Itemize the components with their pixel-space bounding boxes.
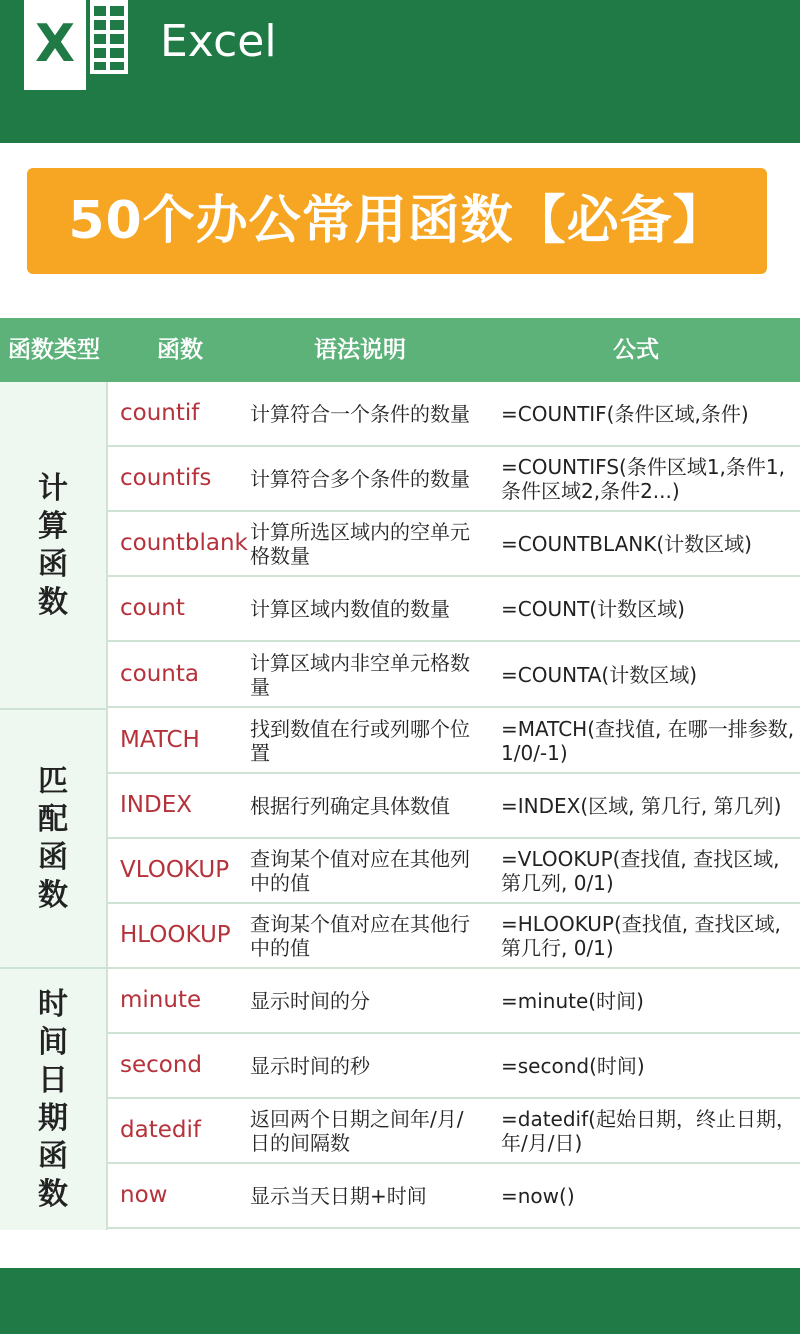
function-name: countblank [120, 530, 248, 556]
syntax-description: 计算符合一个条件的数量 [250, 401, 470, 426]
formula: =COUNTIFS(条件区域1,条件1,条件区域2,条件2...) [501, 454, 785, 503]
column-header-type: 函数类型 [8, 337, 100, 363]
spreadsheet-grid-icon [90, 0, 128, 74]
syntax-description: 计算所选区域内的空单元格数量 [250, 519, 470, 568]
syntax-description: 根据行列确定具体数值 [250, 793, 450, 818]
group-label: 匹配函数 [38, 764, 68, 913]
column-header-function: 函数 [157, 337, 203, 363]
function-name: count [120, 595, 185, 621]
syntax-description: 计算区域内数值的数量 [250, 596, 450, 621]
formula: =MATCH(查找值, 在哪一排参数, 1/0/-1) [501, 716, 795, 765]
syntax-description: 计算区域内非空单元格数量 [250, 650, 470, 699]
table-row [108, 709, 800, 774]
syntax-description: 找到数值在行或列哪个位置 [250, 716, 470, 765]
table-row [108, 774, 800, 839]
table-row [108, 1099, 800, 1164]
footer-bar [0, 1268, 800, 1334]
formula: =HLOOKUP(查找值, 查找区域, 第几行, 0/1) [501, 911, 781, 960]
formula: =INDEX(区域, 第几行, 第几列) [501, 793, 782, 818]
table-row [108, 904, 800, 969]
formula: =COUNTA(计数区域) [501, 662, 698, 687]
formula: =minute(时间) [501, 988, 644, 1013]
syntax-description: 显示当天日期+时间 [250, 1183, 427, 1208]
table-row [108, 577, 800, 642]
function-name: counta [120, 661, 199, 687]
table-row [108, 839, 800, 904]
excel-logo-icon [24, 0, 128, 90]
group-matching [0, 710, 108, 968]
formula: =VLOOKUP(查找值, 查找区域, 第几列, 0/1) [501, 846, 780, 895]
syntax-description: 显示时间的秒 [250, 1053, 370, 1078]
function-name: minute [120, 987, 202, 1013]
group-datetime [0, 969, 108, 1230]
function-name: VLOOKUP [120, 857, 230, 883]
group-calculation [0, 382, 108, 709]
excel-logo-letter: X [24, 0, 86, 90]
syntax-description: 计算符合多个条件的数量 [250, 466, 470, 491]
syntax-description: 返回两个日期之间年/月/日的间隔数 [250, 1106, 464, 1155]
table-row [108, 512, 800, 577]
function-name: HLOOKUP [120, 922, 231, 948]
function-name: now [120, 1182, 168, 1208]
function-name: second [120, 1052, 203, 1078]
formula: =COUNT(计数区域) [501, 596, 685, 621]
formula: =second(时间) [501, 1053, 645, 1078]
function-name: MATCH [120, 727, 200, 753]
function-name: countif [120, 400, 200, 426]
formula: =now() [501, 1183, 575, 1208]
formula: =datedif(起始日期，终止日期，年/月/日) [501, 1106, 796, 1155]
column-header-formula: 公式 [613, 337, 659, 363]
function-name: datedif [120, 1117, 201, 1143]
page-title: 50个办公常用函数【必备】 [27, 168, 767, 274]
column-header-description: 语法说明 [314, 337, 406, 363]
table-header [0, 318, 800, 382]
table-row [108, 1034, 800, 1099]
formula: =COUNTIF(条件区域,条件) [501, 401, 749, 426]
table-row [108, 643, 800, 708]
syntax-description: 查询某个值对应在其他行中的值 [250, 911, 470, 960]
syntax-description: 显示时间的分 [250, 988, 370, 1013]
group-label: 时间日期函数 [38, 986, 68, 1212]
syntax-description: 查询某个值对应在其他列中的值 [250, 846, 470, 895]
table-row [108, 382, 800, 447]
group-label: 计算函数 [38, 470, 68, 620]
table-row [108, 447, 800, 512]
table-row [108, 1164, 800, 1229]
function-name: countifs [120, 465, 212, 491]
app-name: Excel [160, 16, 277, 67]
formula: =COUNTBLANK(计数区域) [501, 531, 752, 556]
table-row [108, 969, 800, 1034]
function-name: INDEX [120, 792, 192, 818]
app-header [0, 0, 800, 143]
